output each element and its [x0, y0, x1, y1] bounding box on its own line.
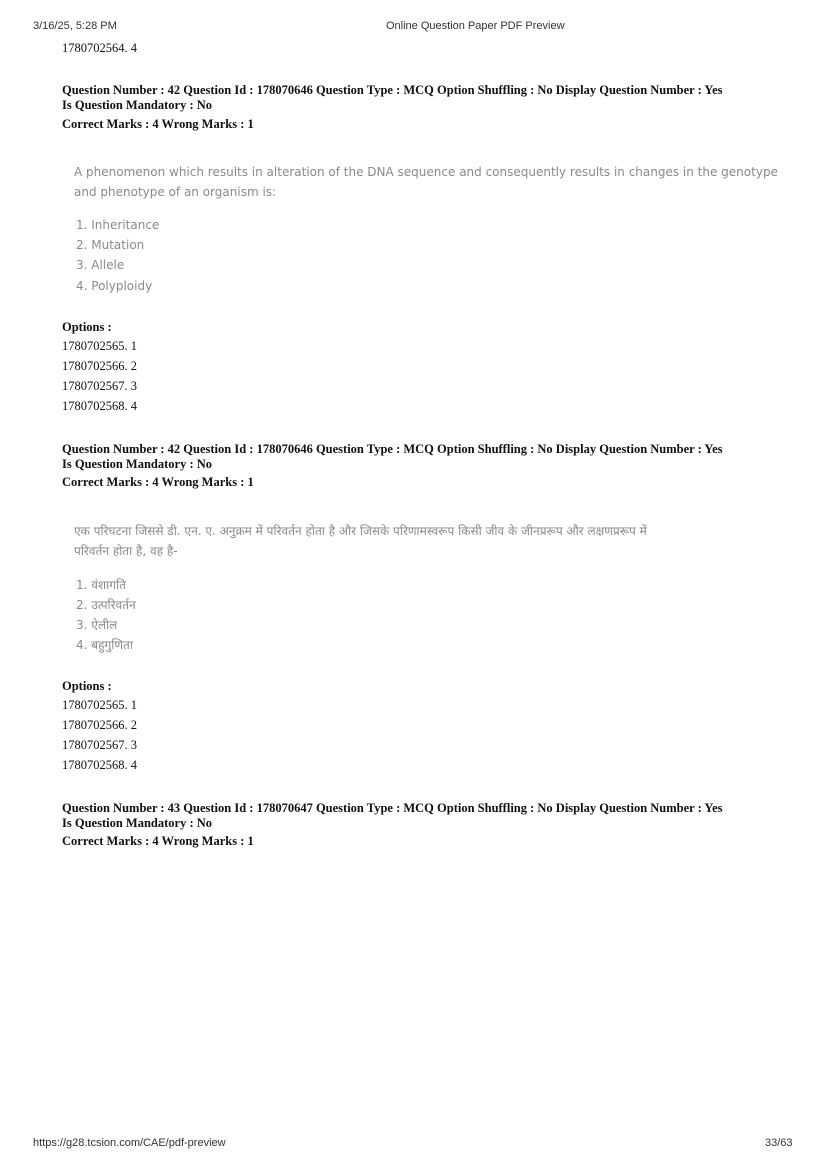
- options-label: Options :: [62, 679, 112, 693]
- page-number: 33/63: [765, 1137, 793, 1149]
- question-meta: Question Number : 43 Question Id : 178070647 Question Type : MCQ Option Shuffling : No Display Question Number : Yes: [62, 801, 723, 815]
- question-text-line: A phenomenon which results in alteration of the DNA sequence and consequently results in changes in the genotype: [74, 165, 778, 179]
- print-datetime: 3/16/25, 5:28 PM: [33, 20, 117, 32]
- choice-item: 1. वंशागति: [76, 578, 126, 592]
- question-meta: Question Number : 42 Question Id : 178070646 Question Type : MCQ Option Shuffling : No Display Question Number : Yes: [62, 442, 723, 456]
- page-title: Online Question Paper PDF Preview: [386, 20, 565, 32]
- option-id: 1780702568. 4: [62, 399, 137, 413]
- choice-item: 3. Allele: [76, 258, 125, 272]
- choice-item: 4. Polyploidy: [76, 279, 153, 293]
- question-mandatory: Is Question Mandatory : No: [62, 98, 213, 112]
- option-id: 1780702567. 3: [62, 379, 137, 393]
- options-label: Options :: [62, 320, 112, 334]
- choice-item: 3. ऐलील: [76, 618, 118, 632]
- option-id: 1780702566. 2: [62, 359, 137, 373]
- choice-item: 2. उत्परिवर्तन: [76, 598, 136, 612]
- question-text-line: परिवर्तन होता है, वह है-: [74, 544, 178, 558]
- question-meta: Question Number : 42 Question Id : 178070646 Question Type : MCQ Option Shuffling : No Display Question Number : Yes: [62, 83, 723, 97]
- choice-item: 1. Inheritance: [76, 218, 160, 232]
- question-text-line: and phenotype of an organism is:: [74, 185, 277, 199]
- question-mandatory: Is Question Mandatory : No: [62, 457, 213, 471]
- option-id: 1780702567. 3: [62, 738, 137, 752]
- choice-item: 4. बहुगुणिता: [76, 638, 133, 652]
- question-marks: Correct Marks : 4 Wrong Marks : 1: [62, 475, 254, 489]
- option-id: 1780702568. 4: [62, 758, 137, 772]
- question-marks: Correct Marks : 4 Wrong Marks : 1: [62, 834, 254, 848]
- option-id: 1780702565. 1: [62, 339, 137, 353]
- question-marks: Correct Marks : 4 Wrong Marks : 1: [62, 117, 254, 131]
- question-text-line: एक परिघटना जिससे डी. एन. ए. अनुक्रम में परिवर्तन होता है और जिसके परिणामस्वरूप किसी जीव के जीनप्ररूप और लक्षणप्ररूप में: [74, 524, 647, 538]
- option-id: 1780702565. 1: [62, 698, 137, 712]
- choice-item: 2. Mutation: [76, 238, 145, 252]
- prev-option-tail: 1780702564. 4: [62, 41, 137, 55]
- question-mandatory: Is Question Mandatory : No: [62, 816, 213, 830]
- option-id: 1780702566. 2: [62, 718, 137, 732]
- footer-url: https://g28.tcsion.com/CAE/pdf-preview: [33, 1137, 226, 1149]
